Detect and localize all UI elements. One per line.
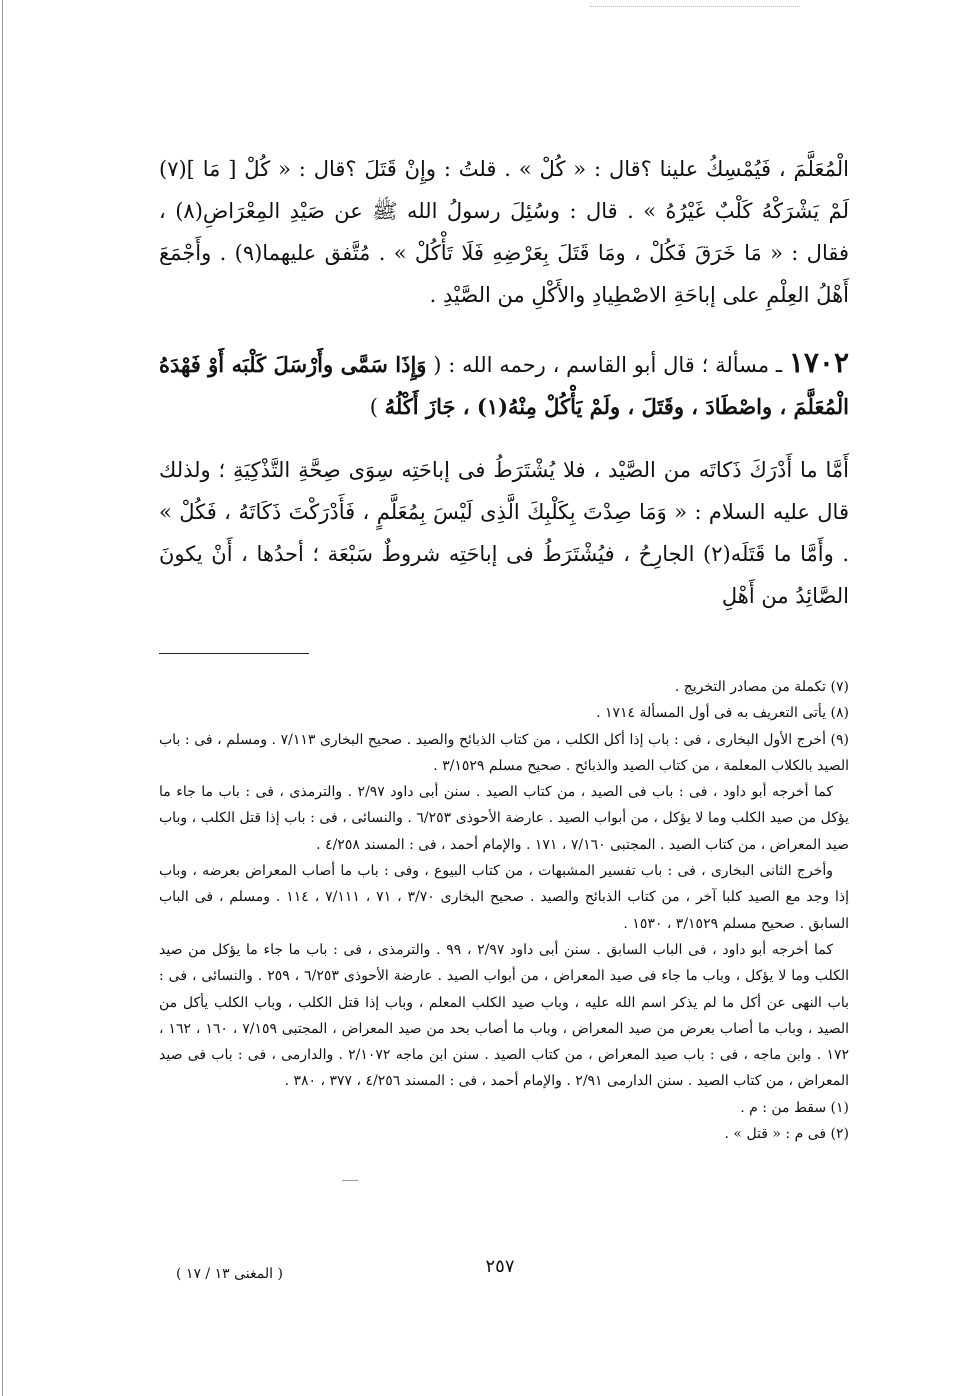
page-content bbox=[159, 148, 849, 1147]
footnote-continuation: كما أخرجه أبو داود ، فى : باب فى الصيد ، من كتاب الصيد . سنن أبى داود ٢/٩٧ . والترمذى ، فى : باب ما جاء ما يؤكل من صيد الكلب وما لا يؤكل ، من أبواب الصيد . عارضة الأحوذى ٦/٢٥٣ . والنسائى ، فى : باب إذا قتل الكلب ، وباب صيد المعراض ، من كتاب الصيد . المجتبى ٧/١٦٠ ، ١٧١ . والإمام أحمد ، فى : المسند ٤/٢٥٨ . bbox=[159, 784, 849, 853]
footnote-continuation: وأخرج الثانى البخارى ، فى : باب تفسير المشبهات ، من كتاب البيوع ، وفى : باب ما أصاب المعراض بعرضه ، وباب إذا وجد مع الصيد كلبا آخر ، من كتاب الذبائح والصيد . صحيح البخارى ٣/٧٠ ، ٧١ ، ٧/١١١ ، ١١٤ . ومسلم ، فى الباب السابق . صحيح مسلم ٣/١٥٢٩ ، ١٥٣٠ . bbox=[159, 863, 850, 932]
footnote: (٨) يأتى التعريف به فى أول المسألة ١٧١٤ . bbox=[596, 705, 849, 722]
commentary-paragraph: أَمَّا ما أَدْرَكَ ذَكاتَه من الصَّيْد ، فلا يُشْتَرَطُ فى إباحَتِه سِوَى صِحَّةِ التَّذْكِيَةِ ؛ ولذلك قال عليه السلام : « وَمَا صِدْتَ بِكَلْبِكَ الَّذِى لَيْسَ بِمُعَلَّمٍ ، فَأَدْرَكْتَ ذَكَاتَهُ ، فَكُلْ » . وأَمَّا ما قَتَلَه(٢) الجارِحُ ، فيُشْتَرَطُ فى إباحَتِه شروطٌ سَبْعَة ؛ أحدُها ، أَنْ يكونَ الصَّائِدُ من أَهْلِ bbox=[159, 458, 849, 608]
masala-intro: ـ مسألة ؛ قال أبو القاسم ، رحمه الله : ( bbox=[426, 353, 789, 377]
volume-signature: ( المغنى ١٣ / ١٧ ) bbox=[176, 1266, 283, 1282]
scan-edge bbox=[2, 0, 3, 1396]
masala-text: وَإِذَا سَمَّى وأَرْسَلَ كَلْبَه أَوْ فَهْدَهُ الْمُعَلَّمَ ، واصْطَادَ ، وقَتَلَ ، ولَمْ يَأْكُلْ مِنْهُ(١) ، جَازَ أَكْلُهُ bbox=[159, 352, 849, 419]
masala-close: ) bbox=[369, 395, 385, 419]
main-paragraph: الْمُعَلَّمَ ، فَيُمْسِكُ علينا ؟قال : « كُلْ » . قلتُ : وإِنْ قَتَلَ ؟قال : « كُلْ [ مَا ](٧) لَمْ يَشْرَكْهُ كَلْبٌ غَيْرُهُ » . قال : وسُئِلَ رسولُ الله ﷺ عن صَيْدِ المِعْرَاضِ(٨) ، فقال : « مَا خَرَقَ فَكُلْ ، ومَا قَتَلَ بِعَرْضِهِ فَلَا تَأْكُلْ » . مُتَّفق عليهما(٩) . وأَجْمَعَ أَهْلُ العِلْمِ على إباحَةِ الاصْطِيادِ والأَكْلِ من الصَّيْدِ . bbox=[159, 157, 850, 307]
footnote: (٧) تكملة من مصادر التخريج . bbox=[674, 679, 849, 695]
footnotes bbox=[159, 674, 849, 1147]
scan-artifact-dash bbox=[342, 1180, 358, 1181]
footnote: (٢) فى م : « قتل » . bbox=[724, 1126, 849, 1143]
scan-artifact bbox=[590, 6, 800, 8]
page-number: ٢٥٧ bbox=[485, 1256, 515, 1277]
footnote-divider bbox=[159, 653, 309, 654]
masala-heading bbox=[159, 342, 849, 428]
footnote: (١) سقط من : م . bbox=[740, 1099, 849, 1116]
masala-number: ١٧٠٢ bbox=[788, 346, 849, 379]
footnote-continuation: كما أخرجه أبو داود ، فى الباب السابق . سنن أبى داود ٢/٩٧ ، ٩٩ . والترمذى ، فى : باب ما جاء ما يؤكل من صيد الكلب وما لا يؤكل ، وباب ما جاء فى صيد المعراض ، من أبواب الصيد . عارضة الأحوذى ٦/٢٥٣ ، ٢٥٩ . والنسائى ، فى : باب النهى عن أكل ما لم يذكر اسم الله عليه ، وباب صيد الكلب المعلم ، وباب إذا قتل الكلب ، وباب الكلب يأكل من الصيد ، وباب ما أصاب بعرض من صيد المعراض ، وباب ما أصاب بحد من صيد المعراض ، المجتبى ٧/١٥٩ ، ١٦٠ ، ١٦٢ ، ١٧٢ . وابن ماجه ، فى : باب صيد المعراض ، من كتاب الصيد . سنن ابن ماجه ٢/١٠٧٢ . والدارمى ، فى : باب فى صيد المعراض ، من كتاب الصيد . سنن الدارمى ٢/٩١ . والإمام أحمد ، فى : المسند ٤/٢٥٦ ، ٣٧٧ ، ٣٨٠ . bbox=[159, 941, 850, 1090]
footnote: (٩) أخرج الأول البخارى ، فى : باب إذا أكل الكلب ، من كتاب الذبائح والصيد . صحيح البخارى ٧/١١٣ . ومسلم ، فى : باب الصيد بالكلاب المعلمة ، من كتاب الصيد والذبائح . صحيح مسلم ٣/١٥٢٩ . bbox=[159, 731, 850, 774]
